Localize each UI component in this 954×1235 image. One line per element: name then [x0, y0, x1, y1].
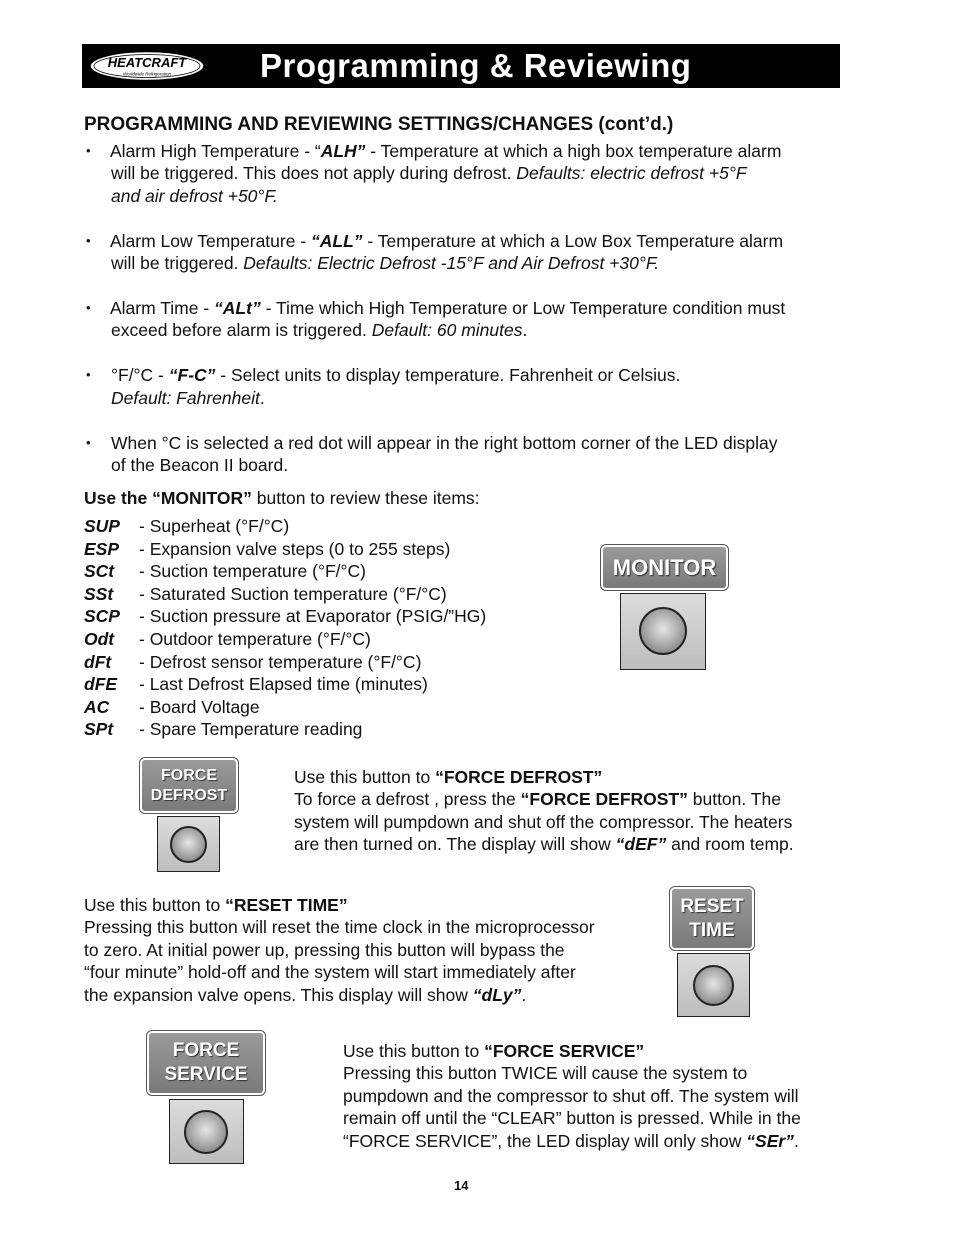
- force-service-line1: Use this button to “FORCE SERVICE”: [343, 1041, 645, 1061]
- heatcraft-logo: [88, 50, 206, 82]
- reset-time-button-knob: [693, 965, 734, 1006]
- reset-time-button-box: [677, 953, 750, 1017]
- bullet-marker: •: [86, 300, 91, 315]
- force-service-button-label: FORCE SERVICE: [147, 1031, 265, 1095]
- force-defrost-button-label: FORCE DEFROST: [140, 758, 238, 813]
- bullet-marker: •: [86, 233, 91, 248]
- bullet-units-line2: Default: Fahrenheit.: [111, 388, 265, 408]
- page-number: 14: [454, 1178, 469, 1193]
- force-service-button-knob: [184, 1110, 228, 1154]
- monitor-intro: Use the “MONITOR” button to review these items:: [84, 488, 480, 508]
- bullet-celsius: When °C is selected a red dot will appear in the right bottom corner of the LED display: [111, 433, 778, 453]
- bullet-alarm-high-line3: and air defrost +50°F.: [111, 186, 278, 206]
- section-title: PROGRAMMING AND REVIEWING SETTINGS/CHANGES (cont’d.): [84, 114, 674, 135]
- force-defrost-line2: To force a defrost , press the “FORCE DEFROST” button. The: [294, 789, 781, 809]
- bullet-alarm-high: Alarm High Temperature - “ALH” - Temperature at which a high box temperature alarm: [110, 141, 782, 161]
- code-fc: “F-C”: [168, 365, 216, 385]
- bullet-marker: •: [86, 435, 91, 450]
- force-defrost-button-knob: [170, 826, 207, 863]
- monitor-button-label: MONITOR: [601, 545, 728, 590]
- bullet-alarm-low-line2: will be triggered. Defaults: Electric Defrost -15°F and Air Defrost +30°F.: [111, 253, 660, 273]
- bullet-marker: •: [86, 367, 91, 382]
- monitor-button-knob: [639, 607, 687, 655]
- force-service-button-box: [169, 1099, 244, 1164]
- page-title: Programming & Reviewing: [260, 47, 692, 84]
- bullet-alarm-high-line2: will be triggered. This does not apply during defrost. Defaults: electric defrost +5°F: [111, 163, 747, 183]
- force-defrost-button-box: [157, 816, 220, 872]
- force-defrost-line4: are then turned on. The display will show “dEF” and room temp.: [294, 834, 794, 854]
- monitor-button-box: [620, 593, 706, 670]
- force-defrost-line1: Use this button to “FORCE DEFROST”: [294, 767, 603, 787]
- reset-time-line2: Pressing this button will reset the time clock in the microprocessor: [84, 917, 595, 937]
- force-defrost-line3: system will pumpdown and shut off the compressor. The heaters: [294, 812, 793, 832]
- reset-time-line3: to zero. At initial power up, pressing this button will bypass the: [84, 940, 565, 960]
- reset-time-button-label: RESET TIME: [670, 887, 754, 950]
- reset-time-line4: “four minute” hold-off and the system will start immediately after: [84, 962, 576, 982]
- bullet-alarm-time: Alarm Time - “ALt” - Time which High Temperature or Low Temperature condition must: [110, 298, 786, 318]
- force-service-line2: Pressing this button TWICE will cause the system to: [343, 1063, 748, 1083]
- code-alt: “ALt”: [214, 298, 261, 318]
- code-alh: ALH”: [320, 141, 366, 161]
- bullet-alarm-time-line2: exceed before alarm is triggered. Default: 60 minutes.: [111, 320, 528, 340]
- reset-time-line1: Use this button to “RESET TIME”: [84, 895, 348, 915]
- bullet-units: °F/°C - “F-C” - Select units to display temperature. Fahrenheit or Celsius.: [111, 365, 681, 385]
- bullet-marker: •: [86, 143, 91, 158]
- reset-time-line5: the expansion valve opens. This display will show “dLy”.: [84, 985, 527, 1005]
- force-service-line4: remain off until the “CLEAR” button is pressed. While in the: [343, 1108, 801, 1128]
- bullet-alarm-low: Alarm Low Temperature - “ALL” - Temperature at which a Low Box Temperature alarm: [110, 231, 784, 251]
- logo-subtext: Worldwide Refrigeration: [122, 71, 172, 77]
- code-all: “ALL”: [311, 231, 363, 251]
- bullet-celsius-line2: of the Beacon II board.: [111, 455, 289, 475]
- header-bar: [82, 44, 840, 88]
- logo-text: HEATCRAFT: [107, 55, 187, 70]
- force-service-line5: “FORCE SERVICE”, the LED display will only show “SEr”.: [343, 1131, 799, 1151]
- force-service-line3: pumpdown and the compressor to shut off. The system will: [343, 1086, 799, 1106]
